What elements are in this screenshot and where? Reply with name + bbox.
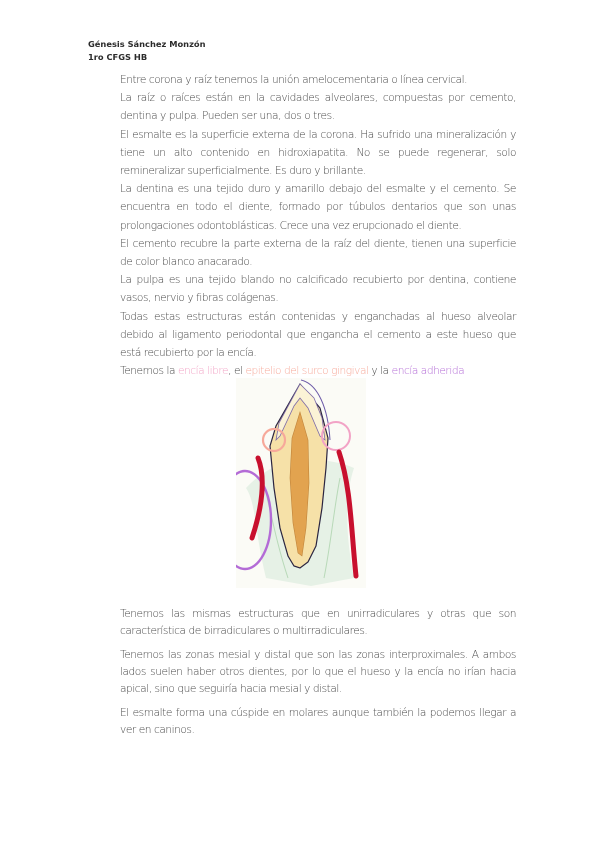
paragraph: La dentina es una tejido duro y amarillo debajo del esmalte y el cemento. Se encuentra en todo el diente, formado por túbulos dentarios que son unas prolongaciones odontoblásticas. Crece una vez erupcionado el diente. — [120, 183, 516, 232]
paragraph: Tenemos las mismas estructuras que en unirradiculares y otras que son característica de birradiculares o multirradiculares. — [120, 608, 516, 637]
tenemos-prefix: Tenemos la — [120, 365, 178, 378]
paragraph: El cemento recubre la parte externa de la raíz del diente, tienen una superficie de color blanco anacarado. — [120, 237, 516, 269]
tooth-diagram-icon — [236, 378, 366, 588]
tooth-diagram — [236, 378, 366, 593]
encia-adherida-term: encía adherida — [391, 365, 465, 378]
paragraph: La pulpa es una tejido blando no calcificado recubierto por dentina, contiene vasos, nervio y fibras colágenas. — [120, 274, 516, 305]
paragraph: El esmalte es la superficie externa de la corona. Ha sufrido una mineralización y tiene un alto contenido en hidroxiapatita. No se puede regenerar, solo remineralizar superficialmente. Es duro y brillante. — [120, 128, 516, 178]
paragraph: El esmalte forma una cúspide en molares aunque también la podemos llegar a ver en caninos. — [120, 707, 516, 736]
paragraph: Entre corona y raíz tenemos la unión amelocementaria o línea cervical. — [120, 74, 468, 86]
paragraph: Tenemos las zonas mesial y distal que son las zonas interproximales. A ambos lados suelen haber otros dientes, por lo que el hueso y la encía no irían hacia apical, sino que seguiría hacia mesial y distal. — [120, 649, 516, 695]
epitelio-surco-term: epitelio del surco gingival — [245, 365, 369, 378]
sep-1: , el — [228, 365, 246, 378]
body-text-top — [120, 71, 516, 380]
course-name: 1ro CFGS HB — [88, 52, 148, 62]
paragraph: La raíz o raíces están en la cavidades alveolares, compuestas por cemento, dentina y pulpa. Pueden ser una, dos o tres. — [120, 92, 516, 123]
paragraph: Todas estas estructuras están contenidas y enganchadas al hueso alveolar debido al ligamento periodontal que engancha el cemento a este hueso que está recubierto por la encía. — [120, 310, 516, 360]
author-name: Génesis Sánchez Monzón — [88, 39, 206, 49]
document-header — [88, 38, 206, 64]
body-text-bottom — [120, 606, 516, 746]
sep-2: y la — [368, 365, 392, 378]
encia-libre-term: encía libre — [177, 365, 229, 378]
